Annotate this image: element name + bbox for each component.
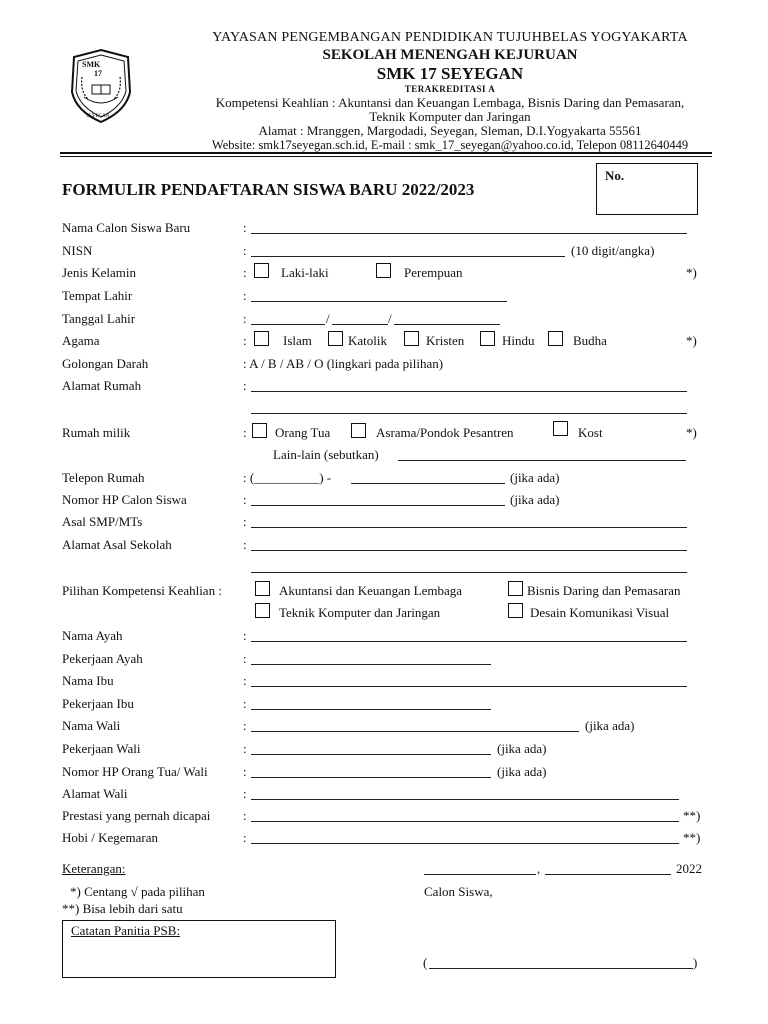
checkbox-islam[interactable] — [254, 331, 269, 346]
colon: : — [243, 311, 247, 326]
label-alamat-wali: Alamat Wali — [62, 786, 128, 801]
input-alamat-sekolah[interactable] — [251, 550, 687, 551]
label-nama-ibu: Nama Ibu — [62, 673, 114, 688]
label-prestasi: Prestasi yang pernah dicapai — [62, 808, 211, 823]
note-marker: *) — [686, 333, 697, 348]
label-pekerjaan-ayah: Pekerjaan Ayah — [62, 651, 143, 666]
label-asal-smp: Asal SMP/MTs — [62, 514, 143, 529]
option-kost: Kost — [578, 425, 603, 440]
date-comma: , — [537, 861, 541, 876]
label-telepon-rumah: Telepon Rumah — [62, 470, 145, 485]
input-tanggal-hari[interactable] — [251, 324, 325, 325]
form-title: FORMULIR PENDAFTARAN SISWA BARU 2022/2023 — [62, 180, 475, 199]
keterangan-note-2: **) Bisa lebih dari satu — [62, 901, 183, 916]
checkbox-dkv[interactable] — [508, 603, 523, 618]
checkbox-asrama[interactable] — [351, 423, 366, 438]
date-year: 2022 — [676, 861, 702, 876]
option-dkv: Desain Komunikasi Visual — [530, 605, 670, 620]
option-katolik: Katolik — [348, 333, 387, 348]
checkbox-tkj[interactable] — [255, 603, 270, 618]
option-perempuan: Perempuan — [404, 265, 463, 280]
checkbox-perempuan[interactable] — [376, 263, 391, 278]
registration-number-box[interactable] — [596, 163, 698, 215]
date-separator: / — [388, 311, 392, 326]
school-name: SMK 17 SEYEGAN — [376, 64, 524, 83]
option-islam: Islam — [283, 333, 312, 348]
jika-ada-note: (jika ada) — [510, 492, 560, 507]
input-tanggal-tanda-tangan[interactable] — [545, 874, 671, 875]
nisn-note: (10 digit/angka) — [571, 243, 655, 258]
signature-open-paren: ( — [423, 955, 428, 970]
colon: : — [243, 243, 247, 258]
colon: : — [243, 288, 247, 303]
option-hindu: Hindu — [502, 333, 535, 348]
colon: : — [243, 220, 247, 235]
telepon-prefix: : (__________) - — [243, 470, 332, 485]
label-alamat-rumah: Alamat Rumah — [62, 378, 142, 393]
colon: : — [243, 651, 247, 666]
option-orang-tua: Orang Tua — [275, 425, 331, 440]
input-nama-ayah[interactable] — [251, 641, 687, 642]
colon: : — [243, 514, 247, 529]
label-nomor-hp-siswa: Nomor HP Calon Siswa — [62, 492, 187, 507]
keterangan-note-1: *) Centang √ pada pilihan — [70, 884, 205, 899]
header-rule-thin — [60, 156, 712, 157]
input-tanggal-bulan[interactable] — [332, 324, 388, 325]
checkbox-hindu[interactable] — [480, 331, 495, 346]
jika-ada-note: (jika ada) — [510, 470, 560, 485]
label-tanggal-lahir: Tanggal Lahir — [62, 311, 136, 326]
input-nama-ibu[interactable] — [251, 686, 687, 687]
checkbox-budha[interactable] — [548, 331, 563, 346]
option-kristen: Kristen — [426, 333, 465, 348]
accreditation: TERAKREDITASI A — [404, 84, 496, 94]
jika-ada-note: (jika ada) — [497, 764, 547, 779]
label-pekerjaan-wali: Pekerjaan Wali — [62, 741, 141, 756]
input-asal-smp[interactable] — [251, 527, 687, 528]
input-nomor-hp-ortu[interactable] — [251, 777, 491, 778]
colon: : — [243, 808, 247, 823]
catatan-panitia-box[interactable] — [62, 920, 336, 978]
jika-ada-note: (jika ada) — [497, 741, 547, 756]
colon: : — [243, 333, 247, 348]
input-telepon-rumah[interactable] — [351, 483, 505, 484]
input-pekerjaan-ibu[interactable] — [251, 709, 491, 710]
input-hobi[interactable] — [251, 843, 679, 844]
option-tkj: Teknik Komputer dan Jaringan — [279, 605, 441, 620]
school-address: Alamat : Mranggen, Margodadi, Seyegan, Sleman, D.I.Yogyakarta 55561 — [258, 123, 642, 138]
note-marker: *) — [686, 425, 697, 440]
option-lain-lain: Lain-lain (sebutkan) — [273, 447, 379, 462]
checkbox-orang-tua[interactable] — [252, 423, 267, 438]
label-golongan-darah: Golongan Darah — [62, 356, 149, 371]
note-marker: *) — [686, 265, 697, 280]
colon: : — [243, 265, 247, 280]
colon: : — [243, 492, 247, 507]
label-nomor-hp-ortu: Nomor HP Orang Tua/ Wali — [62, 764, 208, 779]
colon: : — [243, 425, 247, 440]
colon: : — [243, 628, 247, 643]
label-nisn: NISN — [62, 243, 93, 258]
checkbox-bisnis[interactable] — [508, 581, 523, 596]
label-nama-wali: Nama Wali — [62, 718, 121, 733]
competency-line-1: Kompetensi Keahlian : Akuntansi dan Keuangan Lembaga, Bisnis Daring dan Pemasaran, — [215, 95, 685, 110]
date-separator: / — [326, 311, 330, 326]
colon: : — [243, 764, 247, 779]
note-marker-double: **) — [683, 808, 701, 823]
checkbox-kristen[interactable] — [404, 331, 419, 346]
checkbox-akuntansi[interactable] — [255, 581, 270, 596]
colon: : — [243, 696, 247, 711]
input-prestasi[interactable] — [251, 821, 679, 822]
checkbox-laki-laki[interactable] — [254, 263, 269, 278]
input-tempat-tanda-tangan[interactable] — [424, 874, 536, 875]
label-jenis-kelamin: Jenis Kelamin — [62, 265, 137, 280]
colon: : — [243, 786, 247, 801]
checkbox-kost[interactable] — [553, 421, 568, 436]
input-nomor-hp-siswa[interactable] — [251, 505, 505, 506]
school-contact: Website: smk17seyegan.sch.id, E-mail : smk_17_seyegan@yahoo.co.id, Telepon 08112640449 — [211, 138, 689, 152]
label-pilihan-kompetensi: Pilihan Kompetensi Keahlian : — [62, 583, 222, 598]
input-tanggal-tahun[interactable] — [394, 324, 500, 325]
input-alamat-sekolah-2[interactable] — [251, 572, 687, 573]
label-hobi: Hobi / Kegemaran — [62, 830, 159, 845]
colon: : — [243, 673, 247, 688]
jika-ada-note: (jika ada) — [585, 718, 635, 733]
input-nama-wali[interactable] — [251, 731, 579, 732]
label-tempat-lahir: Tempat Lahir — [62, 288, 133, 303]
logo-text-17: 17 — [94, 69, 102, 78]
input-alamat-wali[interactable] — [251, 799, 679, 800]
no-label: No. — [605, 168, 625, 183]
golongan-darah-options: : A / B / AB / O (lingkari pada pilihan) — [243, 356, 444, 371]
foundation-name: YAYASAN PENGEMBANGAN PENDIDIKAN TUJUHBELAS YOGYAKARTA — [212, 30, 688, 45]
keterangan-heading: Keterangan: — [62, 861, 126, 876]
note-marker-double: **) — [683, 830, 701, 845]
input-pekerjaan-wali[interactable] — [251, 754, 491, 755]
colon: : — [243, 741, 247, 756]
option-bisnis: Bisnis Daring dan Pemasaran — [527, 583, 681, 598]
input-lain-lain[interactable] — [398, 460, 686, 461]
school-type: SEKOLAH MENENGAH KEJURUAN — [322, 47, 578, 63]
option-asrama: Asrama/Pondok Pesantren — [376, 425, 514, 440]
option-laki-laki: Laki-laki — [281, 265, 329, 280]
calon-siswa-label: Calon Siswa, — [424, 884, 493, 899]
competency-line-2: Teknik Komputer dan Jaringan — [369, 109, 531, 124]
input-pekerjaan-ayah[interactable] — [251, 664, 491, 665]
label-agama: Agama — [62, 333, 100, 348]
logo-text-seyegan: SEYEGAN — [86, 114, 110, 119]
catatan-panitia-label: Catatan Panitia PSB: — [71, 923, 181, 938]
input-nama-calon[interactable] — [251, 233, 687, 234]
input-nisn[interactable] — [251, 256, 565, 257]
logo-text-smk: SMK — [82, 60, 101, 69]
input-alamat-rumah-2[interactable] — [251, 413, 687, 414]
input-alamat-rumah[interactable] — [251, 391, 687, 392]
input-signature-name[interactable] — [429, 968, 693, 969]
colon: : — [243, 537, 247, 552]
option-budha: Budha — [573, 333, 607, 348]
label-rumah-milik: Rumah milik — [62, 425, 131, 440]
signature-close-paren: ) — [693, 955, 698, 970]
colon: : — [243, 718, 247, 733]
label-nama-calon: Nama Calon Siswa Baru — [62, 220, 191, 235]
label-alamat-sekolah: Alamat Asal Sekolah — [62, 537, 172, 552]
colon: : — [243, 830, 247, 845]
label-nama-ayah: Nama Ayah — [62, 628, 123, 643]
checkbox-katolik[interactable] — [328, 331, 343, 346]
option-akuntansi: Akuntansi dan Keuangan Lembaga — [279, 583, 463, 598]
label-pekerjaan-ibu: Pekerjaan Ibu — [62, 696, 134, 711]
colon: : — [243, 378, 247, 393]
header-rule-thick — [60, 152, 712, 154]
input-tempat-lahir[interactable] — [251, 301, 507, 302]
